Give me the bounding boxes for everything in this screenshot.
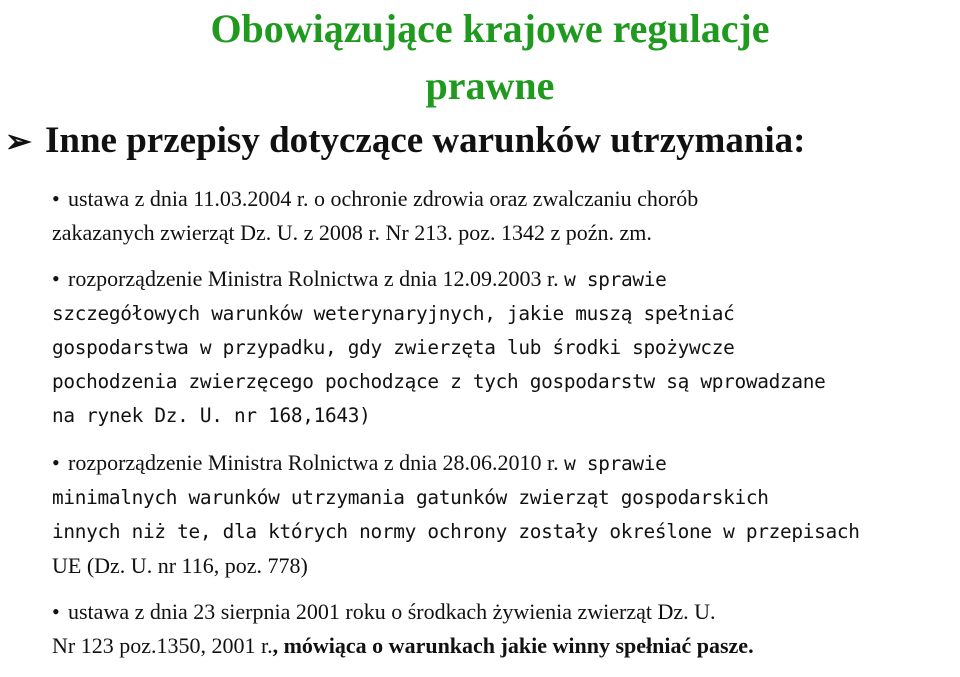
regulation-item-4-line-2 — [52, 629, 960, 663]
arrow-bullet-icon: ➢ — [5, 123, 32, 159]
regulation-list — [52, 182, 960, 663]
regulation-item-1-text-1: ustawa z dnia 11.03.2004 r. o ochronie zdrowia oraz zwalczaniu chorób — [68, 186, 699, 211]
regulation-item-1-line-1 — [52, 182, 960, 216]
slide-title-line-2: prawne — [425, 63, 555, 108]
regulation-item-3-line-3: innych niż te, dla których normy ochrony zostały określone w przepisach — [52, 520, 860, 543]
regulation-item-4-text-2b: , mówiąca o warunkach jakie winny spełniać pasze. — [272, 633, 754, 658]
bullet-icon: • — [52, 266, 60, 291]
regulation-item-3 — [52, 446, 960, 583]
regulation-item-3-text-1b: w sprawie — [564, 452, 667, 475]
regulation-item-4-text-1: ustawa z dnia 23 sierpnia 2001 roku o środkach żywienia zwierząt Dz. U. — [68, 599, 716, 624]
regulation-item-4-text-2a: Nr 123 poz.1350, 2001 r. — [52, 633, 273, 658]
regulation-item-4 — [52, 595, 960, 663]
regulation-item-2-line-4: pochodzenia zwierzęcego pochodzące z tych gospodarstw są wprowadzane — [52, 370, 826, 393]
regulation-item-2-line-3: gospodarstwa w przypadku, gdy zwierzęta lub środki spożywcze — [52, 336, 735, 359]
regulation-item-3-line-4: UE (Dz. U. nr 116, poz. 778) — [52, 553, 308, 578]
regulation-item-2-text-1b: w sprawie — [564, 268, 667, 291]
slide-title-line-1: Obowiązujące krajowe regulacje — [210, 6, 770, 51]
section-heading — [5, 118, 806, 164]
regulation-item-2-line-2: szczegółowych warunków weterynaryjnych, jakie muszą spełniać — [52, 302, 735, 325]
regulation-item-3-text-1a: rozporządzenie Ministra Rolnictwa z dnia 28.06.2010 r. — [68, 450, 559, 475]
bullet-icon: • — [52, 450, 60, 475]
regulation-item-2-line-5: na rynek Dz. U. nr 168,1643) — [52, 404, 371, 427]
regulation-item-2-text-1a: rozporządzenie Ministra Rolnictwa z dnia 12.09.2003 r. — [68, 266, 559, 291]
regulation-item-2 — [52, 262, 960, 433]
regulation-item-1 — [52, 182, 960, 250]
regulation-item-4-line-1 — [52, 595, 960, 629]
slide-title — [0, 0, 960, 114]
regulation-item-1-line-2: zakazanych zwierząt Dz. U. z 2008 r. Nr 213. poz. 1342 z poźn. zm. — [52, 220, 652, 245]
bullet-icon: • — [52, 599, 60, 624]
regulation-item-3-line-2: minimalnych warunków utrzymania gatunków zwierząt gospodarskich — [52, 486, 769, 509]
bullet-icon: • — [52, 186, 60, 211]
regulation-item-2-line-1 — [52, 262, 960, 297]
section-heading-text: Inne przepisy dotyczące warunków utrzymania: — [45, 120, 806, 161]
regulation-item-3-line-1 — [52, 446, 960, 481]
